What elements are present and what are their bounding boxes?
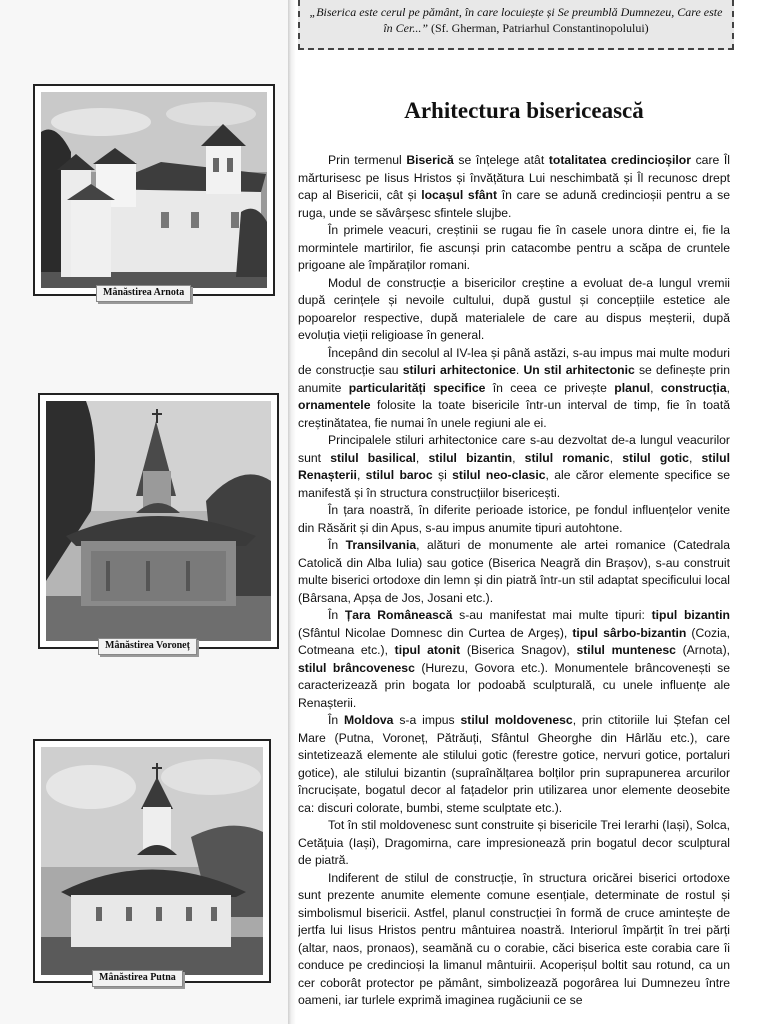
text-run: , (688, 450, 702, 465)
text-run: care Îl mărturisesc pe Iisus Hristos și învățătura Lui neschimbată și Îl recunosc drept cap al Bisericii, cât și (298, 153, 730, 202)
text-run: (Sfântul Nicolae Domnesc din Curtea de Argeș), (298, 625, 573, 640)
text-run: Tot în stil moldovenesc sunt construite și bisericile Trei Ierarhi (Iași), Solca, Cetățuia (Iași), Dragomirna, care impresionează prin bogatul decor sculptural de piatră. (298, 818, 730, 867)
bold-term: stilul gotic (622, 450, 689, 465)
caption-voronet: Mânăstirea Voroneț (98, 638, 197, 655)
text-run: Prin termenul (328, 153, 407, 167)
photo-voronet (38, 393, 279, 649)
article-paragraph (298, 152, 730, 222)
text-run: , (356, 468, 366, 482)
text-run: În primele veacuri, creștinii se rugau fie în casele unora dintre ei, fie la mormintele martirilor, fie ascunși prin catacombe pentru a scăpa de cruntele prigoane ale împăraților romani. (298, 223, 730, 272)
article-body (298, 152, 730, 1024)
bold-term: stilul muntenesc (576, 643, 676, 657)
bold-term: Moldova (344, 713, 394, 727)
article-paragraph (298, 537, 730, 607)
text-run: În (328, 713, 345, 727)
article-paragraph (298, 432, 730, 502)
text-run: , prin ctitoriile lui Ștefan cel Mare (Putna, Voroneț, Pătrăuți, Sfântul Gheorghe din Hârlău etc.), care sintetizează elemente ale stilului gotic (ferestre gotice, nervuri gotice, portaluri gotice), ale stilului bizantin (supraînălțarea bolților prin suprapunerea arcurilor încrucișate, bogatul decor al fațadelor prin utilizarea unor elemente deosebite ca: discuri colorate, bumbi, steme sculptate etc.). (298, 713, 730, 815)
bold-term: Transilvania (345, 538, 417, 552)
text-run: folosite la toate bisericile într-un interval de timp, fie în toată creștinătatea, fie numai în unele regiuni ale ei. (298, 398, 730, 430)
bold-term: Țara Românească (344, 608, 453, 622)
text-run: , (650, 380, 661, 395)
text-run: în care se adună credincioșii pentru a se ruga, unde se săvârșesc sfintele slujbe. (298, 188, 730, 220)
bold-term: tipul bizantin (651, 608, 730, 622)
bold-term: locașul sfânt (421, 188, 498, 202)
text-run: , (726, 380, 730, 395)
arnota-monastery-image (41, 92, 267, 288)
page-fold (288, 0, 296, 1024)
text-run: Începând din secolul al IV-lea și până astăzi, s-au impus mai multe moduri de construcție sau (298, 345, 730, 377)
text-run: Indiferent de stilul de construcție, în structura oricărei biserici ortodoxe sunt prezente anumite elemente comune esențiale, determinate de rostul și simbolismul bisericii. Astfel, planul construcției în formă de cruce amintește de jertfa lui Iisus Hristos pentru mântuirea noastră. Interiorul împărțit în trei părți (altar, naos, pronaos), seamănă cu o corabie, căci biserica este corabia care îi conduce pe credincioși la limanul mântuirii. Acoperișul boltit sau rotund, ca un cer coborât protector pe pământ, simbolizează pogorârea lui Dumnezeu între oameni, iar turlele exprimă imaginea rugăciunii ce se (298, 870, 730, 1007)
text-run: în ceea ce privește (485, 380, 615, 395)
article-paragraph (298, 607, 730, 712)
text-run: s-au manifestat mai multe tipuri: (452, 608, 652, 622)
text-run: Modul de construcție a bisericilor creștine a evoluat de-a lungul vremii după cerințele și nevoile cultului, după gustul și concepțiile estetice ale popoarelor respective, după materialele de care au dispus meșterii, după evoluția vieții religioase în general. (298, 275, 730, 342)
text-run: se definește prin anumite (298, 363, 730, 395)
bold-term: stiluri arhitectonice (402, 363, 516, 377)
photo-arnota (33, 84, 275, 296)
page-title: Arhitectura bisericească (404, 98, 644, 123)
article-paragraph (298, 712, 730, 817)
text-run: , ale căror elemente specifice se manifestă și în structura construcțiilor bisericești. (298, 468, 730, 500)
bold-term: tipul atonit (394, 643, 461, 657)
bold-term: particularități specifice (348, 380, 486, 395)
text-run: (Arnota), (675, 643, 730, 657)
text-run: Principalele stiluri arhitectonice care s-au dezvoltat de-a lungul veacurilor sunt (298, 433, 730, 465)
photo-putna (33, 739, 271, 983)
text-run: În (328, 608, 345, 622)
quote-source: (Sf. Gherman, Patriarhul Constantinopolului) (431, 21, 649, 35)
article-paragraph (298, 502, 730, 537)
caption-arnota: Mânăstirea Arnota (96, 285, 191, 302)
bold-term: stilul neo-clasic (452, 468, 546, 482)
bold-term: stilul brâncovenesc (298, 660, 415, 675)
bold-term: stilul Renașterii (298, 450, 730, 482)
article-paragraph (298, 817, 730, 870)
bold-term: stilul romanic (524, 450, 610, 465)
text-run: se înțelege atât (453, 153, 549, 167)
bold-term: Biserică (406, 153, 454, 167)
quote-text: „Biserica este cerul pe pământ, în care locuiește și Se preumblă Dumnezeu, Care este în Cer...” (309, 5, 723, 35)
bold-term: ornamentele (298, 398, 371, 412)
bold-term: stilul basilical (330, 450, 416, 465)
text-run: , (415, 450, 429, 465)
text-run: (Cozia, Cotmeana etc.), (298, 625, 730, 657)
article-paragraph (298, 275, 730, 345)
text-run: În țara noastră, în diferite perioade istorice, pe fondul influențelor venite din Răsărit și din Apus, s-au impus anumite tipuri autohtone. (298, 503, 730, 535)
article-paragraph (298, 345, 730, 433)
bold-term: stilul bizantin (428, 450, 513, 465)
text-run: , (609, 450, 623, 465)
bold-term: tipul sârbo-bizantin (572, 625, 687, 640)
bold-term: totalitatea credincioșilor (548, 153, 691, 167)
caption-putna: Mânăstirea Putna (92, 970, 183, 987)
bold-term: stilul baroc (365, 468, 433, 482)
text-run: , alături de monumente ale artei romanice (Catedrala Catolică din Alba Iulia) sau gotice (Biserica Neagră din Brașov), s-au construit multe biserici ortodoxe din lemn și din piatră într-un stil adaptat specificului local (Bârsana, Apșa de Jos, Josani etc.). (298, 538, 730, 605)
article-paragraph (298, 222, 730, 275)
voronet-monastery-image (46, 401, 271, 641)
text-run: s-a impus (393, 713, 461, 727)
bold-term: Un stil arhitectonic (523, 363, 635, 377)
motto-quote (298, 0, 734, 50)
putna-monastery-image (41, 747, 263, 975)
bold-term: planul (614, 380, 651, 395)
text-run: , (512, 450, 525, 465)
text-run: (Biserica Snagov), (460, 643, 577, 657)
text-run: și (432, 468, 453, 482)
bold-term: stilul moldovenesc (460, 713, 573, 727)
text-run: . (515, 363, 524, 377)
text-run: În (328, 538, 346, 552)
article-paragraph (298, 870, 730, 1010)
text-run: (Hurezu, Govora etc.). Monumentele brâncovenești se caracterizează prin bogata lor podoabă sculpturală, cu unele influențe ale Renașterii. (298, 660, 730, 710)
bold-term: construcția (660, 380, 727, 395)
